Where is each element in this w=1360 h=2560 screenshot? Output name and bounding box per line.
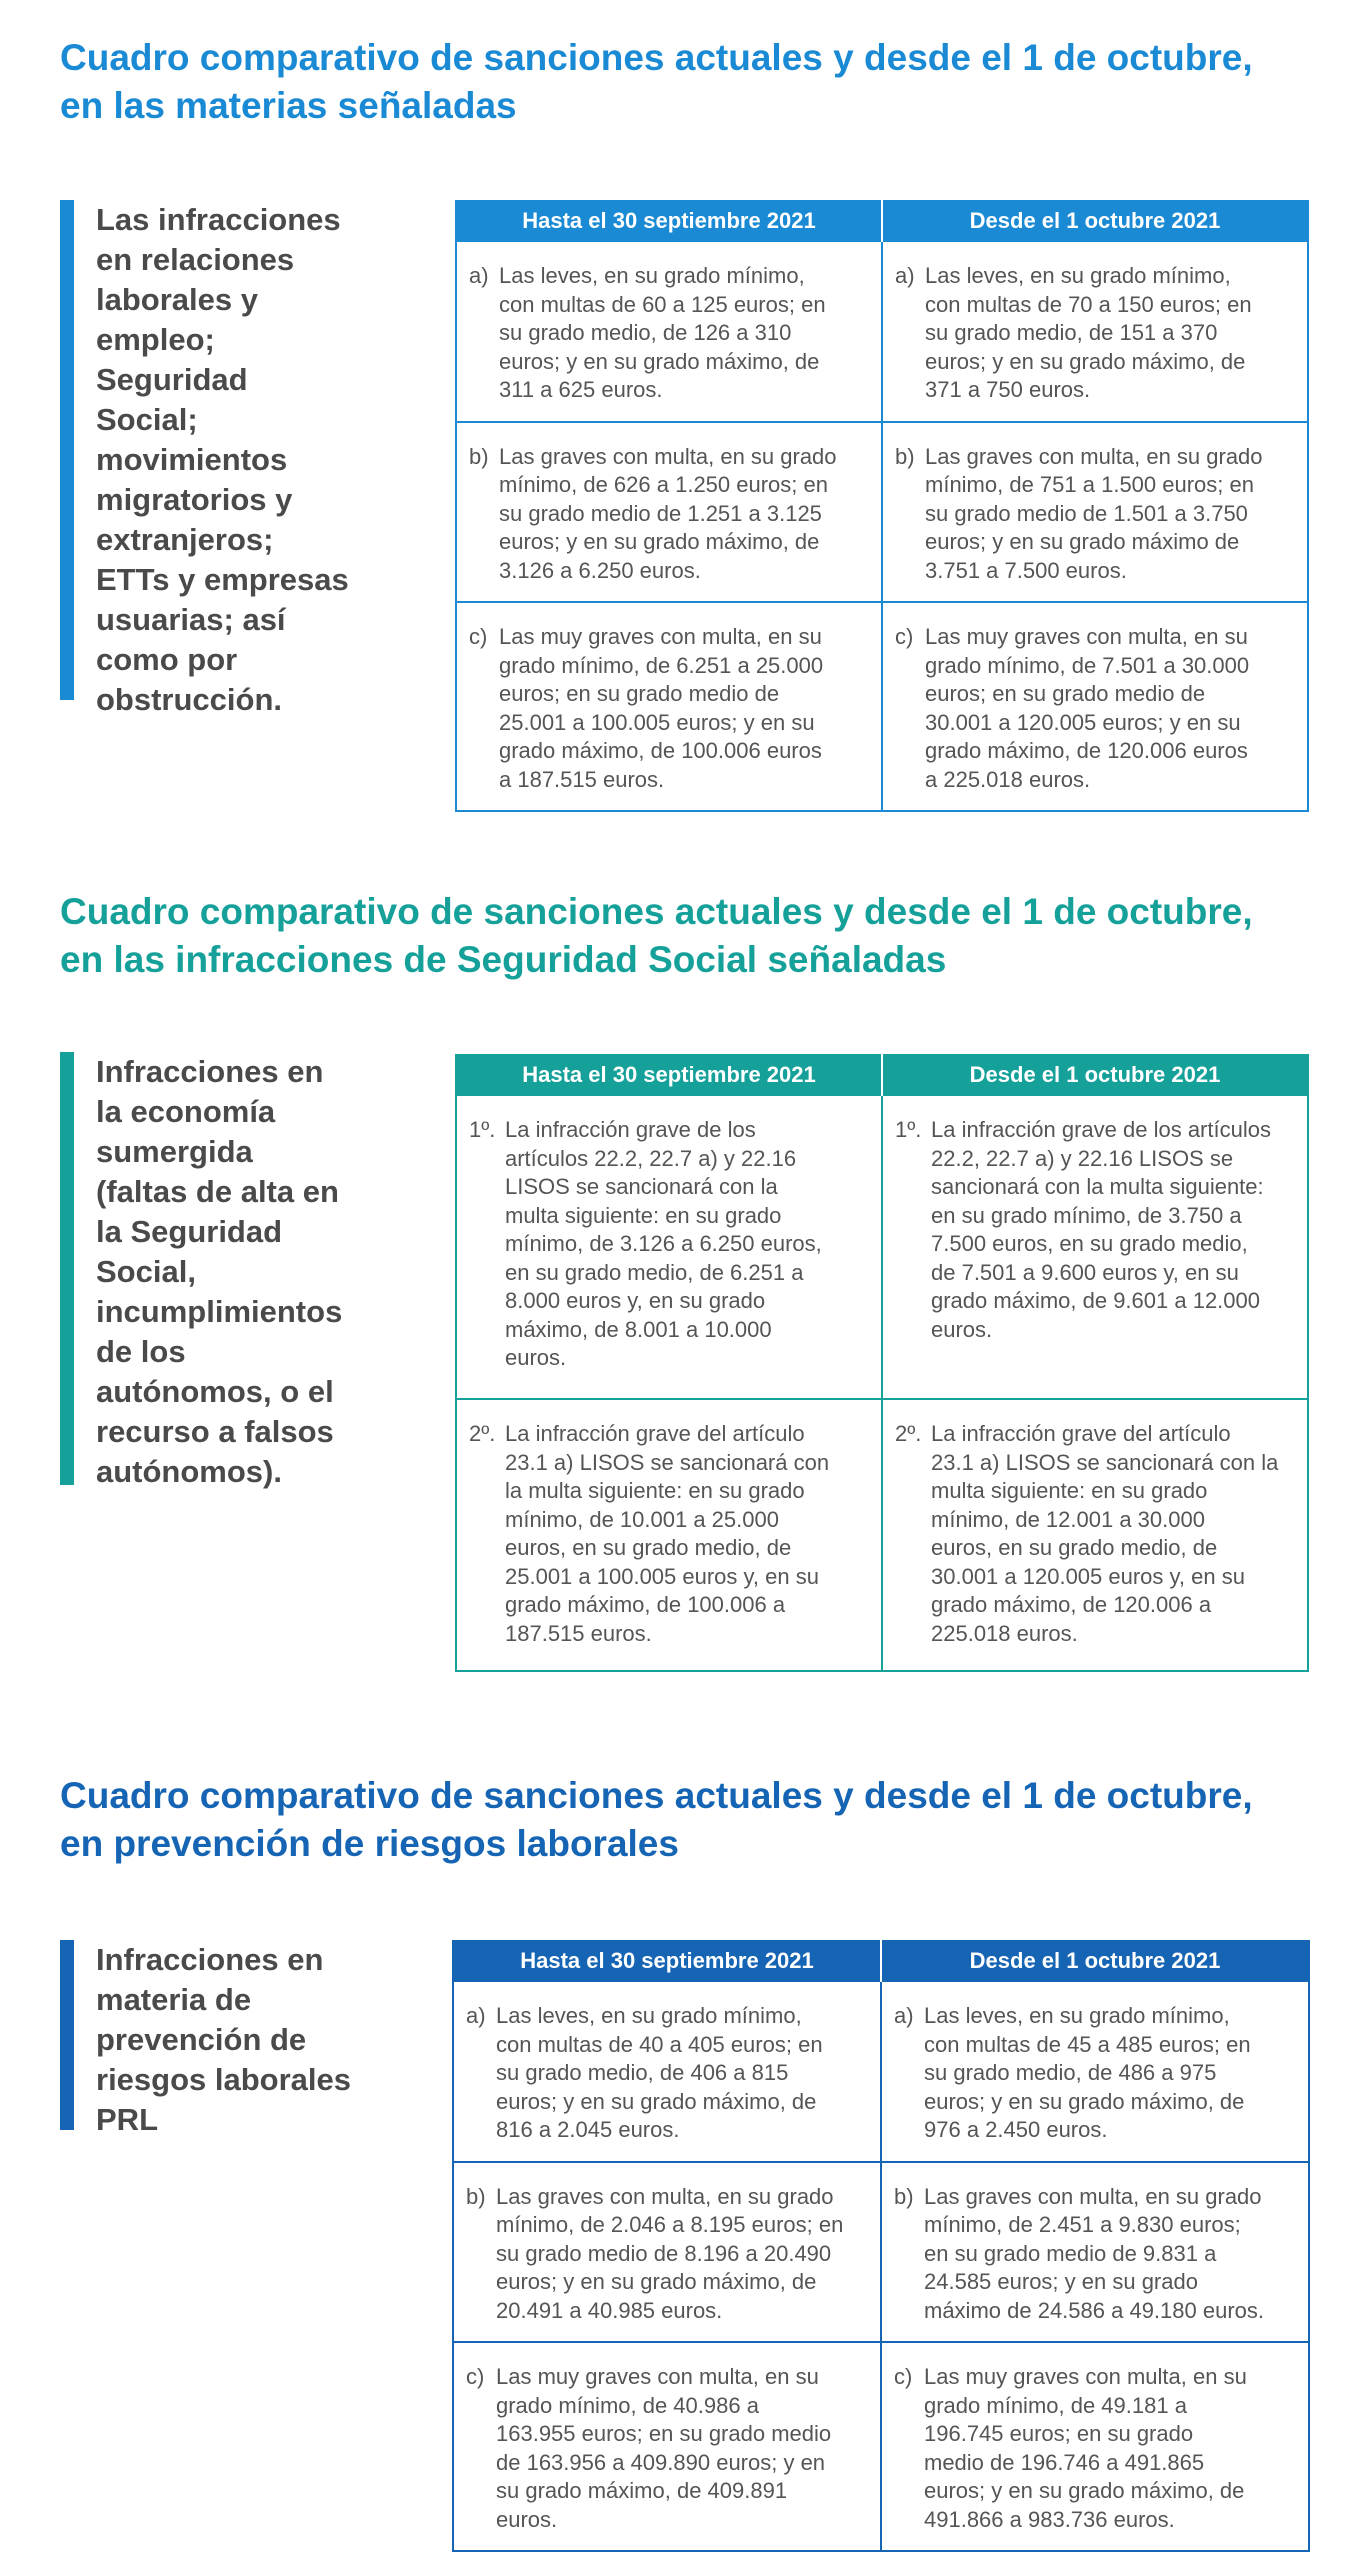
item-text: Las leves, en su grado mínimo, con multas de 45 a 485 euros; en su grado medio, de 486 a 975 euros; y en su grado máximo, de 976 a 2.450 euros.: [924, 2003, 1251, 2142]
item-text: Las muy graves con multa, en su grado mínimo, de 6.251 a 25.000 euros; en su grado medio de 25.001 a 100.005 euros; y en su grado máximo, de 100.006 euros a 187.515 euros.: [499, 624, 824, 792]
table-cell: [453, 1981, 881, 2162]
section-title: Cuadro comparativo de sanciones actuales y desde el 1 de octubre, en las materias señaladas: [60, 37, 1253, 126]
item-text: Las graves con multa, en su grado mínimo, de 2.046 a 8.195 euros; en su grado medio de 8.196 a 20.490 euros; y en su grado máximo, de 20.491 a 40.985 euros.: [496, 2183, 844, 2323]
column-header-after: Desde el 1 octubre 2021: [882, 1055, 1308, 1095]
item-text: Las muy graves con multa, en su grado mínimo, de 49.181 a 196.745 euros; en su grado medio de 196.746 a 491.865 euros; y en su grado máximo, de 491.866 a 983.736 euros.: [924, 2364, 1247, 2532]
table-header-row: [453, 1941, 1309, 1981]
table-cell: [453, 2162, 881, 2343]
item-marker: c): [469, 624, 488, 649]
comparison-table: [455, 1054, 1309, 1672]
side-label: Las infracciones en relaciones laborales y empleo; Seguridad Social; movimientos migratorios y extranjeros; ETTs y empresas usuarias; así como por obstrucción.: [60, 200, 416, 700]
table-row: [453, 1981, 1309, 2162]
section-title: Cuadro comparativo de sanciones actuales y desde el 1 de octubre, en las infracciones de Seguridad Social señaladas: [60, 891, 1253, 980]
item-marker: b): [466, 2183, 486, 2209]
comparison-table: [452, 1940, 1310, 2552]
table-cell: [882, 422, 1308, 603]
table-cell: [881, 2162, 1309, 2343]
table-cell: [456, 241, 882, 422]
item-marker: c): [466, 2364, 485, 2389]
item-text: Las leves, en su grado mínimo, con multas de 40 a 405 euros; en su grado medio, de 406 a 815 euros; y en su grado máximo, de 816 a 2.045 euros.: [496, 2003, 823, 2142]
item-marker: b): [894, 2183, 914, 2209]
item-marker: 1º.: [895, 1117, 922, 1142]
item-text: Las muy graves con multa, en su grado mínimo, de 7.501 a 30.000 euros; en su grado medio de 30.001 a 120.005 euros; y en su grado máximo, de 120.006 euros a 225.018 euros.: [925, 624, 1250, 792]
column-header-after: Desde el 1 octubre 2021: [882, 201, 1308, 241]
table-row: [456, 602, 1308, 811]
table-row: [456, 1095, 1308, 1399]
table-cell: [456, 1399, 882, 1671]
item-text: Las graves con multa, en su grado mínimo, de 751 a 1.500 euros; en su grado medio de 1.501 a 3.750 euros; y en su grado máximo de 3.751 a 7.500 euros.: [925, 443, 1263, 583]
item-marker: 2º.: [469, 1421, 496, 1446]
column-header-after: Desde el 1 octubre 2021: [881, 1941, 1309, 1981]
column-header-before: Hasta el 30 septiembre 2021: [456, 1055, 882, 1095]
item-marker: 1º.: [469, 1117, 496, 1142]
table-cell: [456, 602, 882, 811]
item-marker: c): [895, 624, 914, 649]
item-marker: 2º.: [895, 1421, 922, 1446]
item-text: La infracción grave del artículo 23.1 a) LISOS se sancionará con la multa siguiente: en su grado mínimo, de 12.001 a 30.000 euros, en su grado medio, de 30.001 a 120.005 euros y, en su grado máximo, de 120.006 a 225.018 euros.: [931, 1421, 1279, 1646]
item-text: Las graves con multa, en su grado mínimo, de 626 a 1.250 euros; en su grado medio de 1.251 a 3.125 euros; y en su grado máximo, de 3.126 a 6.250 euros.: [499, 443, 837, 583]
table-cell: [882, 241, 1308, 422]
table-cell: [882, 602, 1308, 811]
table-row: [456, 1399, 1308, 1671]
section-title: Cuadro comparativo de sanciones actuales y desde el 1 de octubre, en prevención de riesgos laborales: [60, 1775, 1253, 1864]
item-marker: a): [894, 2003, 914, 2028]
item-marker: b): [469, 443, 489, 469]
item-text: Las leves, en su grado mínimo, con multas de 60 a 125 euros; en su grado medio, de 126 a 310 euros; y en su grado máximo, de 311 a 625 euros.: [499, 263, 826, 402]
table-row: [456, 241, 1308, 422]
item-marker: c): [894, 2364, 913, 2389]
item-text: La infracción grave de los artículos 22.2, 22.7 a) y 22.16 LISOS se sancionará con la multa siguiente: en su grado mínimo, de 3.750 a 7.500 euros, en su grado medio, de 7.501 a 9.600 euros y, en su grado máximo, de 9.601 a 12.000 euros.: [931, 1117, 1271, 1342]
item-text: Las graves con multa, en su grado mínimo, de 2.451 a 9.830 euros; en su grado medio de 9.831 a 24.585 euros; y en su grado máximo de 24.586 a 49.180 euros.: [924, 2183, 1265, 2323]
table-header-row: [456, 1055, 1308, 1095]
item-marker: a): [469, 263, 489, 288]
table-row: [453, 2342, 1309, 2551]
item-text: Las muy graves con multa, en su grado mínimo, de 40.986 a 163.955 euros; en su grado medio de 163.956 a 409.890 euros; y en su grado máximo, de 409.891 euros.: [496, 2364, 832, 2532]
table-cell: [882, 1399, 1308, 1671]
table-row: [453, 2162, 1309, 2343]
side-label: Infracciones en la economía sumergida (faltas de alta en la Seguridad Social, incumplimientos de los autónomos, o el recurso a falsos autónomos).: [60, 1052, 416, 1485]
item-text: La infracción grave del artículo 23.1 a) LISOS se sancionará con la multa siguiente: en su grado mínimo, de 10.001 a 25.000 euros, en su grado medio, de 25.001 a 100.005 euros y, en su grado máximo, de 100.006 a 187.515 euros.: [505, 1421, 830, 1646]
table-cell: [881, 1981, 1309, 2162]
table-row: [456, 422, 1308, 603]
item-marker: a): [895, 263, 915, 288]
column-header-before: Hasta el 30 septiembre 2021: [456, 201, 882, 241]
item-marker: b): [895, 443, 915, 469]
side-label: Infracciones en materia de prevención de riesgos laborales PRL: [60, 1940, 416, 2130]
item-text: La infracción grave de los artículos 22.2, 22.7 a) y 22.16 LISOS se sancionará con la multa siguiente: en su grado mínimo, de 3.126 a 6.250 euros, en su grado medio, de 6.251 a 8.000 euros y, en su grado máximo, de 8.001 a 10.000 euros.: [505, 1117, 822, 1370]
table-header-row: [456, 201, 1308, 241]
item-marker: a): [466, 2003, 486, 2028]
column-header-before: Hasta el 30 septiembre 2021: [453, 1941, 881, 1981]
table-cell: [456, 422, 882, 603]
table-cell: [456, 1095, 882, 1399]
table-cell: [882, 1095, 1308, 1399]
comparison-table: [455, 200, 1309, 812]
table-cell: [453, 2342, 881, 2551]
item-text: Las leves, en su grado mínimo, con multas de 70 a 150 euros; en su grado medio, de 151 a 370 euros; y en su grado máximo, de 371 a 750 euros.: [925, 263, 1252, 402]
table-cell: [881, 2342, 1309, 2551]
